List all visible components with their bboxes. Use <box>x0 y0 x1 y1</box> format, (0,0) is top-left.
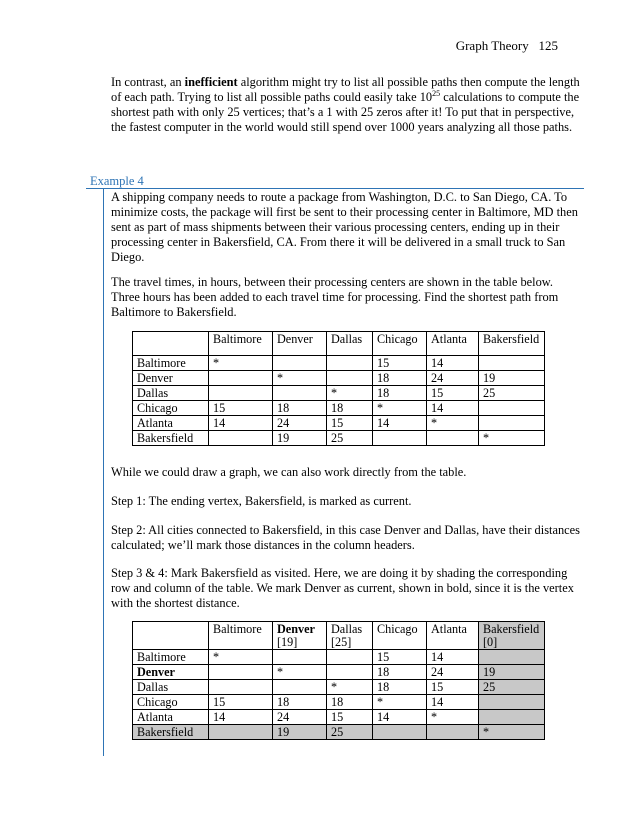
table-cell <box>273 680 327 695</box>
table-cell: * <box>327 386 373 401</box>
column-header: Baltimore <box>209 332 273 356</box>
step-1-paragraph: Step 1: The ending vertex, Bakersfield, is marked as current. <box>111 494 412 508</box>
table-cell <box>273 356 327 371</box>
row-header: Baltimore <box>133 650 209 665</box>
table-cell <box>373 725 427 740</box>
table-row <box>133 710 545 725</box>
column-header: Atlanta <box>427 622 479 650</box>
table-row <box>133 401 545 416</box>
table-header-row <box>133 622 545 650</box>
row-header: Chicago <box>133 695 209 710</box>
table-cell: 14 <box>427 401 479 416</box>
column-header: Chicago <box>373 332 427 356</box>
table-cell: * <box>479 725 545 740</box>
table-cell: * <box>327 680 373 695</box>
table-cell: 25 <box>479 680 545 695</box>
table-cell: * <box>273 371 327 386</box>
column-header: Denver <box>273 332 327 356</box>
table-cell <box>209 371 273 386</box>
table-cell <box>479 650 545 665</box>
table-cell: 25 <box>327 725 373 740</box>
table-cell: 25 <box>327 431 373 446</box>
table-row <box>133 665 545 680</box>
exponent: 25 <box>432 88 441 98</box>
table-cell: 18 <box>273 401 327 416</box>
row-header: Denver <box>133 371 209 386</box>
example-paragraph-1: A shipping company needs to route a package from Washington, D.C. to San Diego, CA. To minimize costs, the package will first be sent to their processing center in Baltimore, MD then sent as part of mass shipments between their various processing centers, ending up in their processing center in Bakersfield, CA. From there it will be delivered in a small truck to San Diego. <box>111 190 578 264</box>
table-row <box>133 680 545 695</box>
table-cell: 14 <box>209 710 273 725</box>
row-header: Atlanta <box>133 710 209 725</box>
table-cell: 15 <box>209 401 273 416</box>
row-header: Dallas <box>133 680 209 695</box>
table-cell: 15 <box>427 680 479 695</box>
column-header: Dallas <box>327 332 373 356</box>
table-cell <box>209 725 273 740</box>
table-cell <box>327 665 373 680</box>
table-cell: 15 <box>327 710 373 725</box>
table-cell: 18 <box>373 386 427 401</box>
column-distance: [19] <box>277 635 298 649</box>
column-distance: [25] <box>331 635 352 649</box>
table-cell: 15 <box>373 356 427 371</box>
table-cell <box>209 665 273 680</box>
table-cell: * <box>209 650 273 665</box>
example-paragraph-3: While we could draw a graph, we can also work directly from the table. <box>111 465 467 479</box>
table-cell <box>209 431 273 446</box>
column-header: Bakersfield [0] <box>479 622 545 650</box>
table-cell: 15 <box>327 416 373 431</box>
table-cell: * <box>273 665 327 680</box>
column-header: Baltimore <box>209 622 273 650</box>
distance-table-2 <box>132 621 545 740</box>
table-cell: 14 <box>373 710 427 725</box>
table-cell: 15 <box>209 695 273 710</box>
table-cell <box>327 371 373 386</box>
row-header: Bakersfield <box>133 725 209 740</box>
table-row <box>133 416 545 431</box>
table-cell: 18 <box>327 695 373 710</box>
table-cell: 18 <box>373 665 427 680</box>
table-cell <box>427 725 479 740</box>
table-cell: 14 <box>427 695 479 710</box>
example-paragraph-2: The travel times, in hours, between their processing centers are shown in the table below. Three hours has been added to each travel time for processing. Find the shortest path from Baltimore to Bakersfield. <box>111 275 559 319</box>
table-cell <box>209 386 273 401</box>
table-header-row <box>133 332 545 356</box>
row-header: Baltimore <box>133 356 209 371</box>
table-cell: 18 <box>373 680 427 695</box>
table-cell: 18 <box>273 695 327 710</box>
running-header <box>456 38 558 53</box>
page-number: 125 <box>538 38 558 53</box>
table-cell: 19 <box>479 665 545 680</box>
table-cell <box>327 650 373 665</box>
column-header: Chicago <box>373 622 427 650</box>
table-cell: 14 <box>427 650 479 665</box>
step-3-4-paragraph: Step 3 & 4: Mark Bakersfield as visited. Here, we are doing it by shading the corresponding row and column of the table. We mark Denver as current, shown in bold, since it is the vertex with the shortest distance. <box>111 566 574 610</box>
table-cell <box>273 650 327 665</box>
table-cell <box>479 695 545 710</box>
table-cell <box>479 356 545 371</box>
table-cell: 19 <box>479 371 545 386</box>
row-header: Chicago <box>133 401 209 416</box>
table-cell: 19 <box>273 431 327 446</box>
row-header: Atlanta <box>133 416 209 431</box>
example-side-rule <box>103 188 104 756</box>
running-title: Graph Theory <box>455 38 529 53</box>
table-cell: * <box>373 695 427 710</box>
table-row <box>133 431 545 446</box>
row-header: Bakersfield <box>133 431 209 446</box>
table-cell: * <box>427 710 479 725</box>
table-cell: * <box>479 431 545 446</box>
table-row <box>133 356 545 371</box>
column-header: Atlanta <box>427 332 479 356</box>
table-cell: 14 <box>427 356 479 371</box>
table-cell: 14 <box>209 416 273 431</box>
table-cell <box>479 710 545 725</box>
table-cell: 18 <box>373 371 427 386</box>
column-header <box>133 622 209 650</box>
table-cell: 24 <box>273 710 327 725</box>
table-cell <box>427 431 479 446</box>
distance-table-1 <box>132 331 545 446</box>
example-top-rule <box>86 188 584 189</box>
table-cell <box>373 431 427 446</box>
table-cell <box>273 386 327 401</box>
column-header: Denver [19] <box>273 622 327 650</box>
step-2-paragraph: Step 2: All cities connected to Bakersfield, in this case Denver and Dallas, have their distances calculated; we’ll mark those distances in the column headers. <box>111 523 580 552</box>
column-header: Bakersfield <box>479 332 545 356</box>
table-row <box>133 386 545 401</box>
table-row <box>133 695 545 710</box>
column-distance: [0] <box>483 635 498 649</box>
table-cell: 25 <box>479 386 545 401</box>
table-cell: * <box>373 401 427 416</box>
table-cell: 19 <box>273 725 327 740</box>
emphasis-inefficient: inefficient <box>184 75 238 89</box>
table-cell: * <box>427 416 479 431</box>
table-cell <box>479 416 545 431</box>
table-cell <box>209 680 273 695</box>
row-header: Dallas <box>133 386 209 401</box>
intro-paragraph: In contrast, an inefficient algorithm might try to list all possible paths then compute the length of each path. Trying to list all possible paths could easily take $10^{25}$ calculations to compute the shortest path with only 25 vertices; that’s a 1 with 25 zeros after it! To put that in perspective, the fastest computer in the world would still spend over 1000 years analyzing all those paths. <box>111 75 580 134</box>
table-cell <box>327 356 373 371</box>
table-row <box>133 725 545 740</box>
row-header: Denver <box>133 665 209 680</box>
column-header: Dallas [25] <box>327 622 373 650</box>
table-cell: 15 <box>373 650 427 665</box>
table-cell: 24 <box>427 665 479 680</box>
column-header <box>133 332 209 356</box>
table-cell: 24 <box>273 416 327 431</box>
table-row <box>133 371 545 386</box>
table-cell <box>479 401 545 416</box>
table-cell: 24 <box>427 371 479 386</box>
example-label: Example 4 <box>90 174 144 188</box>
table-cell: 15 <box>427 386 479 401</box>
table-cell: 14 <box>373 416 427 431</box>
table-row <box>133 650 545 665</box>
table-cell: 18 <box>327 401 373 416</box>
table-cell: * <box>209 356 273 371</box>
